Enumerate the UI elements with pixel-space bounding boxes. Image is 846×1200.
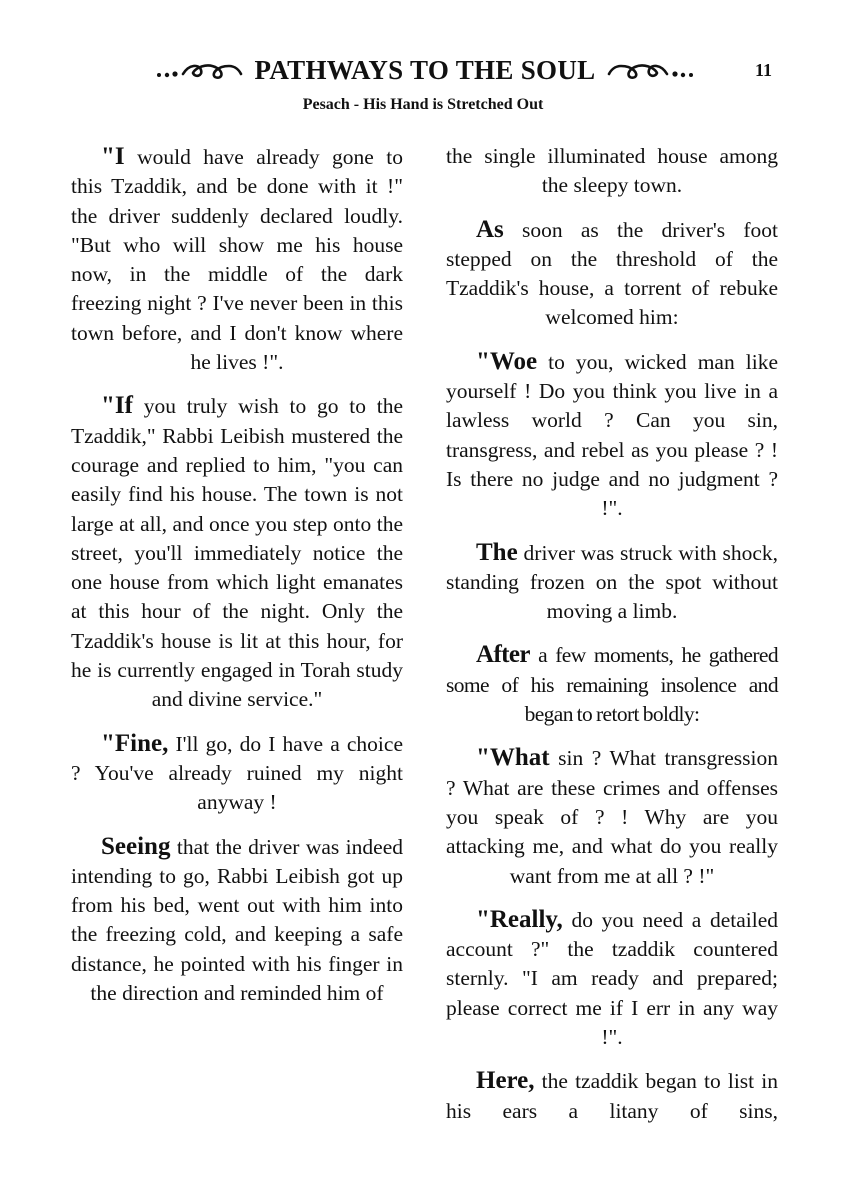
chapter-subtitle: Pesach - His Hand is Stretched Out — [302, 96, 544, 113]
lead-word: Seeing — [101, 832, 171, 860]
lead-word: "I — [101, 143, 125, 170]
paragraph — [446, 215, 778, 333]
ornament-right-icon — [605, 58, 695, 82]
lead-word: The — [476, 538, 518, 566]
lead-word: "Fine, — [101, 729, 169, 757]
paragraph — [446, 905, 778, 1052]
paragraph — [446, 743, 778, 890]
lead-word: "Really, — [476, 905, 563, 933]
paragraph — [71, 142, 403, 377]
running-title — [130, 50, 720, 90]
page-number: 11 — [755, 60, 773, 80]
paragraph — [446, 347, 778, 524]
lead-word: Here, — [476, 1067, 535, 1095]
running-title-text: PATHWAYS TO THE SOUL — [254, 54, 596, 85]
lead-word: After — [476, 641, 530, 669]
page-header — [0, 50, 846, 90]
paragraph-text: you truly wish to go to the Tzaddik," Rabbi Leibish mustered the courage and replied to him, "you can easily find his house. The town is not large at all, and once you step onto the street, you'll immediately notice the one house from which light emanates at this hour of the night. Only the Tzaddik's house is lit at this hour, for he is currently engaged in Torah study and divine service." — [71, 394, 403, 712]
ornament-left-icon — [155, 58, 245, 82]
paragraph-text: to you, wicked man like yourself ! Do you think you live in a lawless world ? Can you sin, transgress, and rebel as you please ? ! Is there no judge and no judgment ? !". — [446, 349, 778, 521]
paragraph — [71, 832, 403, 1009]
right-column — [446, 142, 778, 1140]
paragraph-text: that the driver was indeed intending to go, Rabbi Leibish got up from his bed, went out with him into the freezing cold, and keeping a safe distance, he pointed with his finger in the direction and reminded him of — [71, 834, 403, 1006]
paragraph — [446, 142, 778, 201]
paragraph — [71, 391, 403, 714]
paragraph-text: a few moments, he gathered some of his remaining insolence and began to retort boldly: — [446, 643, 778, 727]
paragraph-text: soon as the driver's foot stepped on the threshold of the Tzaddik's house, a torrent of rebuke welcomed him: — [446, 217, 778, 330]
paragraph — [71, 729, 403, 818]
paragraph-text: driver was struck with shock, standing frozen on the spot without moving a limb. — [446, 540, 778, 624]
paragraph-text: would have already gone to this Tzaddik, and be done with it !" the driver suddenly declared loudly. "But who will show me his house now, in the middle of the dark freezing night ? I've never been in this town before, and I don't know where he lives !". — [71, 145, 403, 375]
paragraph-text: I'll go, do I have a choice ? You've already ruined my night anyway ! — [71, 731, 403, 815]
lead-word: "What — [476, 744, 550, 772]
paragraph — [446, 538, 778, 627]
paragraph — [446, 640, 778, 729]
paragraph-text: the single illuminated house among the sleepy town. — [446, 144, 778, 198]
paragraph — [446, 1066, 778, 1126]
left-column — [71, 142, 403, 1022]
paragraph-text: sin ? What transgression ? What are these crimes and offenses you speak of ? ! Why are you attacking me, and what do you really want from me at all ? !" — [446, 746, 778, 888]
paragraph-text: do you need a detailed account ?" the tzaddik countered sternly. "I am ready and prepared; please correct me if I err in any way !". — [446, 907, 778, 1050]
lead-word: As — [476, 215, 504, 243]
paragraph-text: the tzaddik began to list in his ears a litany of sins, — [446, 1069, 778, 1123]
lead-word: "Woe — [476, 347, 538, 375]
lead-word: "If — [101, 392, 133, 420]
